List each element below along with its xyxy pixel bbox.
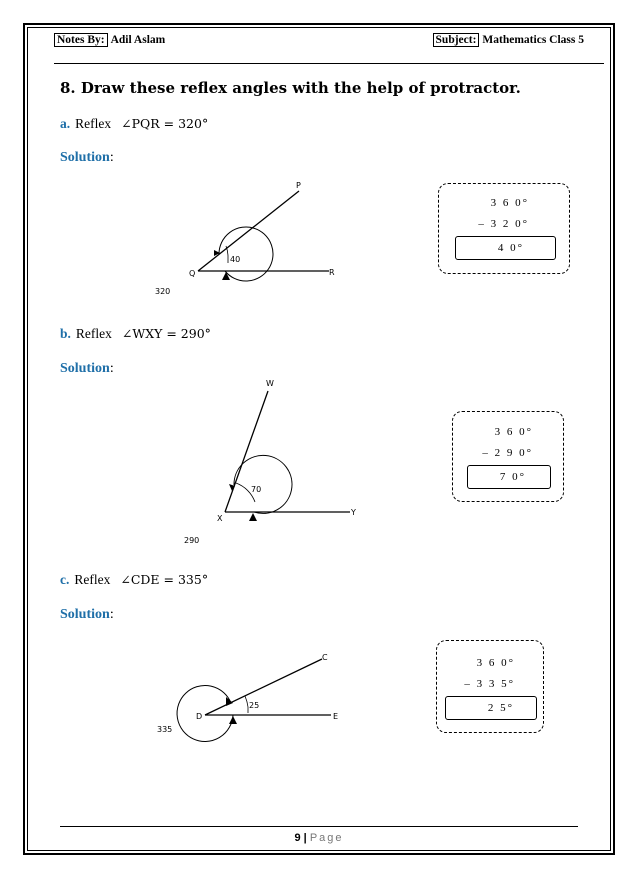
footer-divider [60,826,578,827]
label-r: R [329,268,335,277]
part-a-label: Reflex [75,116,112,131]
part-a-answer-box: 4 0° [455,236,556,260]
notes-by-value: Adil Aslam [110,34,166,46]
label-reflex-b: 290 [184,536,200,545]
part-c-answer-box: 2 5° [445,696,537,720]
subject-label: Subject: [433,33,480,47]
part-a-calc-line1: 3 6 0° [490,197,529,209]
part-c-letter: c. [60,572,70,587]
part-a-solution-label: Solution: [60,150,114,165]
label-d: D [196,712,203,721]
page-label: Page [309,832,344,844]
notes-by-label: Notes By: [54,33,108,47]
label-reflex-a: 320 [155,287,171,296]
label-q: Q [189,269,196,278]
ray-dc [205,659,322,715]
part-c-calc-line2: – 3 3 5° [464,678,515,690]
label-w: W [266,379,274,388]
part-b-calc-line1: 3 6 0° [494,426,533,438]
label-reflex-c: 335 [157,725,173,734]
part-b-calc-line2: – 2 9 0° [482,447,533,459]
arrow-head-c2 [229,716,237,724]
page-number: 9 [294,832,301,844]
part-b-label: Reflex [75,326,112,341]
part-a-letter: a. [60,116,71,131]
label-c: C [322,653,328,662]
part-b-angle: ∠WXY = 290° [121,326,211,341]
subject-value: Mathematics Class 5 [482,34,584,46]
part-b-answer-box: 7 0° [467,465,551,489]
page-separator: | [303,832,307,844]
page-footer [0,832,638,844]
question-title: 8. Draw these reflex angles with the help of protractor. [60,79,521,97]
part-a-calc-line2: – 3 2 0° [478,218,529,230]
part-a-angle: ∠PQR = 320° [121,116,209,131]
label-acute-b: 70 [251,485,262,494]
acute-mark-c [245,696,248,713]
part-b-letter: b. [60,326,71,341]
part-c-calculation-box [436,640,544,733]
label-acute-c: 25 [249,701,260,710]
label-p: P [296,181,301,190]
label-acute-a: 40 [230,255,241,264]
part-c-angle: ∠CDE = 335° [120,572,209,587]
part-c-calc-line1: 3 6 0° [476,657,515,669]
reflex-arc-c [177,685,233,741]
part-c-label: Reflex [74,572,111,587]
part-b-solution-label: Solution: [60,361,114,376]
part-c-solution-label: Solution: [60,607,114,622]
label-x: X [217,514,223,523]
label-e: E [333,712,339,721]
label-y: Y [351,508,356,517]
